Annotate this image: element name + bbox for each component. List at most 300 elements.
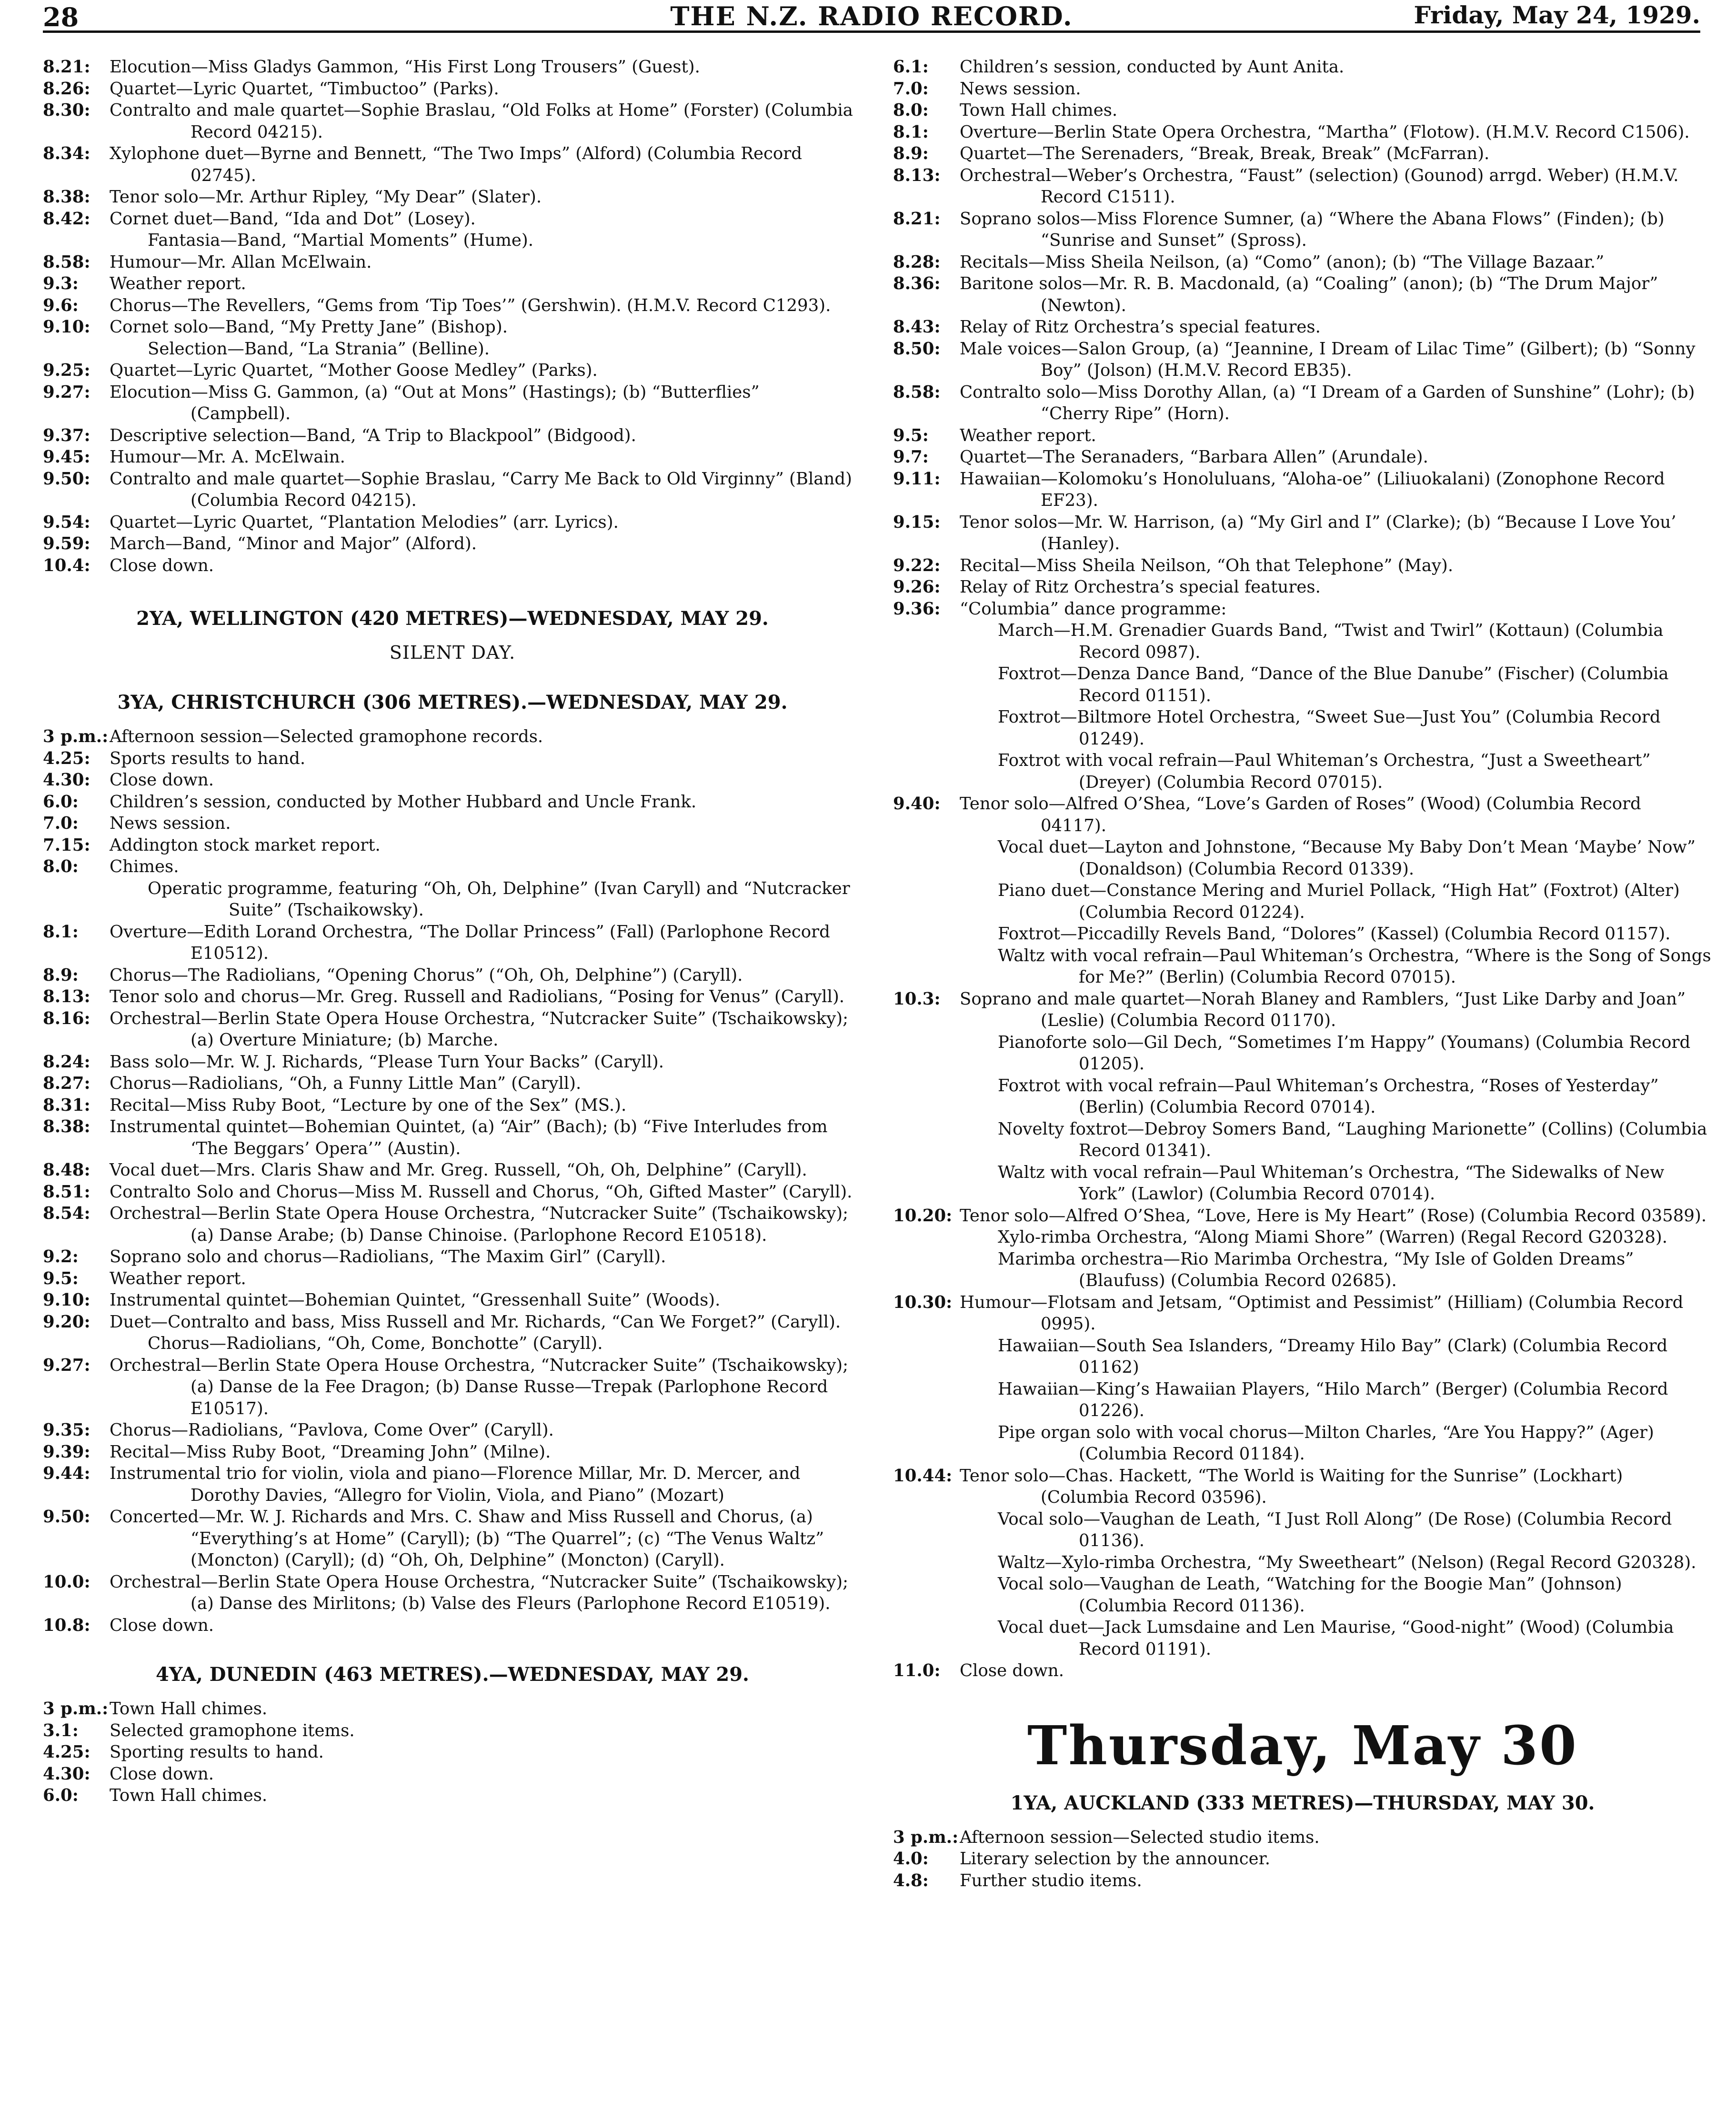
programme-time: 9.44: <box>43 1464 90 1483</box>
programme-text: Xylo-rimba Orchestra, “Along Miami Shore” (Warren) (Regal Record G20328). <box>998 1227 1668 1247</box>
programme-text: Recital—Miss Ruby Boot, “Lecture by one of the Sex” (MS.). <box>110 1095 627 1115</box>
programme-text: Sports results to hand. <box>110 748 306 768</box>
programme-time: 4.30: <box>43 770 90 790</box>
programme-text: Relay of Ritz Orchestra’s special features. <box>960 577 1321 597</box>
programme-entry <box>893 1827 1712 1849</box>
programme-time: 4.0: <box>893 1849 929 1869</box>
programme-time: 8.30: <box>43 101 90 120</box>
page-number: 28 <box>43 2 79 32</box>
programme-time: 4.30: <box>43 1764 90 1784</box>
programme-text: Close down. <box>110 1615 214 1635</box>
programme-entry <box>893 793 1712 836</box>
programme-entry <box>43 316 862 338</box>
programme-text: Children’s session, conducted by Mother Hubbard and Uncle Frank. <box>110 792 697 812</box>
programme-text: Contralto Solo and Chorus—Miss M. Russell and Chorus, “Oh, Gifted Master” (Caryll). <box>110 1182 853 1202</box>
programme-entry <box>893 1422 1712 1465</box>
programme-time: 8.51: <box>43 1182 90 1202</box>
programme-entry <box>893 273 1712 316</box>
programme-time: 8.34: <box>43 144 90 163</box>
programme-text: Contralto and male quartet—Sophie Braslau, “Carry Me Back to Old Virginny” (Bland) (Columbia Record 04215). <box>110 469 852 510</box>
programme-time: 9.50: <box>43 469 90 489</box>
programme-text: March—H.M. Grenadier Guards Band, “Twist and Twirl” (Kottaun) (Columbia Record 0987). <box>998 621 1664 662</box>
programme-text: Humour—Flotsam and Jetsam, “Optimist and Pessimist” (Hilliam) (Columbia Record 0995). <box>960 1292 1684 1334</box>
silent-day-note: SILENT DAY. <box>389 642 516 663</box>
programme-entry <box>43 726 862 748</box>
programme-entry <box>43 769 862 791</box>
programme-text: Tenor solo—Alfred O’Shea, “Love’s Garden of Roses” (Wood) (Columbia Record 04117). <box>960 794 1641 835</box>
programme-entry <box>43 533 862 555</box>
programme-time: 9.25: <box>43 361 90 380</box>
programme-entry <box>43 1441 862 1463</box>
programme-time: 8.38: <box>43 187 90 207</box>
programme-text: Cornet duet—Band, “Ida and Dot” (Losey). <box>110 209 476 229</box>
programme-entry <box>43 1073 862 1095</box>
programme-text: Waltz—Xylo-rimba Orchestra, “My Sweetheart” (Nelson) (Regal Record G20328). <box>998 1552 1696 1572</box>
programme-time: 9.7: <box>893 447 929 467</box>
right-column <box>893 56 1712 1891</box>
programme-text: Vocal duet—Mrs. Claris Shaw and Mr. Greg. Russell, “Oh, Oh, Delphine” (Caryll). <box>110 1160 807 1180</box>
programme-text: Chorus—Radiolians, “Oh, Come, Bonchotte” (Caryll). <box>148 1334 603 1353</box>
programme-time: 7.15: <box>43 835 90 855</box>
programme-time: 6.0: <box>43 1786 79 1805</box>
programme-time: 8.38: <box>43 1117 90 1136</box>
programme-time: 9.2: <box>43 1247 79 1267</box>
dateline: Friday, May 24, 1929. <box>1414 1 1700 29</box>
programme-text: Instrumental quintet—Bohemian Quintet, (a) “Air” (Bach); (b) “Five Interludes from ‘The Beggars’ Opera’” (Austin). <box>110 1117 828 1158</box>
programme-entry <box>893 1075 1712 1118</box>
programme-entry <box>893 56 1712 78</box>
programme-entry <box>43 878 862 921</box>
programme-time: 8.21: <box>43 57 90 77</box>
programme-entry <box>893 1292 1712 1335</box>
programme-entry <box>893 576 1712 598</box>
programme-entry <box>43 555 862 577</box>
programme-text: Vocal duet—Layton and Johnstone, “Because My Baby Don’t Mean ‘Maybe’ Now” (Donaldson) (Columbia Record 01339). <box>998 837 1696 879</box>
programme-text: Tenor solo—Mr. Arthur Ripley, “My Dear” (Slater). <box>110 187 542 207</box>
programme-time: 9.10: <box>43 317 90 337</box>
programme-text: Weather report. <box>960 425 1096 445</box>
programme-time: 10.0: <box>43 1572 90 1592</box>
programme-entry <box>893 620 1712 663</box>
programme-time: 9.36: <box>893 599 941 619</box>
programme-text: Recital—Miss Sheila Neilson, “Oh that Telephone” (May). <box>960 555 1454 575</box>
programme-time: 7.0: <box>893 79 929 99</box>
programme-entry <box>43 78 862 100</box>
programme-text: Orchestral—Berlin State Opera House Orchestra, “Nutcracker Suite” (Tschaikowsky); (a) Danse des Mirlitons; (b) Valse des Fleurs (Parlophone Record E10519). <box>110 1572 849 1613</box>
programme-entry <box>893 316 1712 338</box>
programme-text: Foxtrot—Piccadilly Revels Band, “Dolores” (Kassel) (Columbia Record 01157). <box>998 924 1671 944</box>
programme-entry <box>893 555 1712 577</box>
programme-time: 8.36: <box>893 274 941 293</box>
day-title: Thursday, May 30 <box>1027 1714 1578 1777</box>
programme-text: Close down. <box>110 770 214 790</box>
masthead: THE N.Z. RADIO RECORD. <box>670 1 1073 31</box>
programme-entry <box>43 1268 862 1290</box>
programme-time: 9.50: <box>43 1507 90 1527</box>
programme-entry <box>893 1162 1712 1205</box>
programme-text: Orchestral—Weber’s Orchestra, “Faust” (selection) (Gounod) arrgd. Weber) (H.M.V. Record C1511). <box>960 165 1679 207</box>
programme-entry <box>43 1355 862 1420</box>
programme-entry <box>893 468 1712 512</box>
programme-time: 8.24: <box>43 1052 90 1072</box>
programme-entry <box>893 1573 1712 1617</box>
programme-time: 8.31: <box>43 1095 90 1115</box>
programme-entry <box>43 748 862 770</box>
programme-entry <box>43 1571 862 1615</box>
programme-text: Close down. <box>960 1661 1064 1680</box>
programme-entry <box>893 208 1712 251</box>
programme-time: 9.3: <box>43 274 79 293</box>
programme-entry <box>43 791 862 813</box>
programme-text: Addington stock market report. <box>110 835 381 855</box>
programme-entry <box>43 1615 862 1637</box>
programme-time: 9.26: <box>893 577 941 597</box>
programme-entry <box>43 986 862 1008</box>
programme-text: Humour—Mr. A. McElwain. <box>110 447 345 467</box>
programme-entry <box>893 382 1712 425</box>
programme-entry <box>43 1159 862 1181</box>
programme-text: Operatic programme, featuring “Oh, Oh, Delphine” (Ivan Caryll) and “Nutcracker Suite” (Tschaikowsky). <box>148 878 850 920</box>
programme-entry <box>893 165 1712 208</box>
programme-entry <box>893 988 1712 1032</box>
programme-text: Elocution—Miss G. Gammon, (a) “Out at Mons” (Hastings); (b) “Butterflies” (Campbell). <box>110 382 760 423</box>
programme-entry <box>893 1870 1712 1892</box>
programme-entry <box>893 338 1712 382</box>
programme-text: Further studio items. <box>960 1870 1142 1890</box>
programme-text: Chorus—The Revellers, “Gems from ‘Tip Toes’” (Gershwin). (H.M.V. Record C1293). <box>110 295 831 315</box>
programme-text: Fantasia—Band, “Martial Moments” (Hume). <box>148 231 534 250</box>
programme-text: Male voices—Salon Group, (a) “Jeannine, I Dream of Lilac Time” (Gilbert); (b) “Sonny Boy” (Jolson) (H.M.V. Record EB35). <box>960 339 1696 380</box>
programme-time: 8.54: <box>43 1204 90 1223</box>
programme-entry <box>43 1463 862 1506</box>
programme-entry <box>43 446 862 468</box>
programme-entry <box>893 1226 1712 1248</box>
programme-time: 10.30: <box>893 1292 953 1312</box>
programme-time: 10.20: <box>893 1206 953 1226</box>
programme-time: 10.3: <box>893 989 941 1009</box>
programme-text: Foxtrot—Biltmore Hotel Orchestra, “Sweet Sue—Just You” (Columbia Record 01249). <box>998 707 1661 749</box>
programme-time: 6.1: <box>893 57 929 77</box>
programme-entry <box>43 512 862 533</box>
programme-text: Tenor solo—Alfred O’Shea, “Love, Here is My Heart” (Rose) (Columbia Record 03589). <box>960 1206 1707 1226</box>
programme-text: Literary selection by the announcer. <box>960 1849 1270 1869</box>
programme-entry <box>43 468 862 512</box>
programme-entry <box>893 143 1712 165</box>
programme-time: 9.54: <box>43 512 90 532</box>
programme-entry <box>893 78 1712 100</box>
programme-entry <box>893 1205 1712 1227</box>
programme-list-dunedin <box>43 1698 862 1807</box>
programme-time: 9.40: <box>893 794 941 814</box>
programme-entry <box>43 295 862 317</box>
programme-entry <box>43 965 862 986</box>
programme-time: 4.25: <box>43 1742 90 1762</box>
programme-time: 6.0: <box>43 792 79 812</box>
programme-time: 8.9: <box>43 965 79 985</box>
programme-text: Children’s session, conducted by Aunt Anita. <box>960 57 1345 77</box>
programme-entry <box>893 706 1712 750</box>
programme-entry <box>43 230 862 251</box>
programme-text: Hawaiian—South Sea Islanders, “Dreamy Hilo Bay” (Clark) (Columbia Record 01162) <box>998 1336 1668 1377</box>
programme-text: Tenor solos—Mr. W. Harrison, (a) “My Girl and I” (Clarke); (b) “Because I Love You’ (Hanley). <box>960 512 1676 553</box>
programme-entry <box>43 1203 862 1246</box>
programme-time: 10.4: <box>43 555 90 575</box>
programme-text: Descriptive selection—Band, “A Trip to Blackpool” (Bidgood). <box>110 425 636 445</box>
programme-time: 9.22: <box>893 555 941 575</box>
programme-entry <box>43 1763 862 1785</box>
programme-text: Tenor solo and chorus—Mr. Greg. Russell and Radiolians, “Posing for Venus” (Caryll). <box>110 987 845 1006</box>
programme-time: 3.1: <box>43 1720 79 1740</box>
programme-time: 4.8: <box>893 1870 929 1890</box>
programme-entry <box>893 1508 1712 1552</box>
programme-time: 9.27: <box>43 1355 90 1375</box>
station-heading-dunedin: 4YA, DUNEDIN (463 METRES).—WEDNESDAY, MAY 29. <box>156 1663 749 1686</box>
programme-text: Cornet solo—Band, “My Pretty Jane” (Bishop). <box>110 317 508 337</box>
programme-list-continued <box>43 56 862 576</box>
programme-entry <box>893 1617 1712 1660</box>
programme-entry <box>43 360 862 382</box>
programme-entry <box>893 1465 1712 1508</box>
programme-time: 9.5: <box>893 425 929 445</box>
page-header <box>43 0 1700 33</box>
programme-text: Tenor solo—Chas. Hackett, “The World is Waiting for the Sunrise” (Lockhart) (Columbia Record 03596). <box>960 1466 1623 1507</box>
programme-time: 8.9: <box>893 144 929 163</box>
programme-entry <box>43 1785 862 1807</box>
programme-text: Vocal solo—Vaughan de Leath, “Watching for the Boogie Man” (Johnson) (Columbia Record 01136). <box>998 1574 1622 1616</box>
programme-text: Selected gramophone items. <box>110 1720 355 1740</box>
programme-entry <box>893 1335 1712 1378</box>
programme-time: 9.10: <box>43 1290 90 1310</box>
programme-entry <box>43 856 862 878</box>
programme-text: Waltz with vocal refrain—Paul Whiteman’s Orchestra, “The Sidewalks of New York” (Lawlor) (Columbia Record 07014). <box>998 1162 1665 1204</box>
programme-text: News session. <box>110 814 231 833</box>
programme-text: Chorus—Radiolians, “Oh, a Funny Little Man” (Caryll). <box>110 1074 582 1093</box>
station-heading-wellington: 2YA, WELLINGTON (420 METRES)—WEDNESDAY, MAY 29. <box>136 607 769 630</box>
programme-entry <box>43 1051 862 1073</box>
programme-text: Hawaiian—King’s Hawaiian Players, “Hilo March” (Berger) (Columbia Record 01226). <box>998 1379 1668 1420</box>
programme-time: 10.44: <box>893 1466 953 1486</box>
programme-entry <box>43 813 862 834</box>
programme-text: Humour—Mr. Allan McElwain. <box>110 252 372 272</box>
programme-text: Soprano solos—Miss Florence Sumner, (a) “Where the Abana Flows” (Finden); (b) “Sunrise and Sunset” (Spross). <box>960 209 1665 250</box>
programme-text: Vocal duet—Jack Lumsdaine and Len Maurise, “Good-night” (Wood) (Columbia Record 01191). <box>998 1618 1674 1659</box>
programme-text: Town Hall chimes. <box>110 1699 268 1719</box>
programme-time: 8.21: <box>893 209 941 229</box>
programme-entry <box>893 880 1712 923</box>
programme-text: Quartet—The Serenaders, “Break, Break, Break” (McFarran). <box>960 144 1490 163</box>
programme-time: 9.20: <box>43 1312 90 1332</box>
programme-time: 3 p.m.: <box>43 1699 109 1719</box>
programme-entry <box>893 945 1712 988</box>
programme-time: 8.0: <box>893 101 929 120</box>
programme-time: 11.0: <box>893 1661 941 1680</box>
programme-time: 8.58: <box>893 382 941 402</box>
programme-text: Instrumental trio for violin, viola and piano—Florence Millar, Mr. D. Mercer, and Dorothy Davies, “Allegro for Violin, Viola, and Piano” (Mozart) <box>110 1464 801 1505</box>
programme-text: Foxtrot with vocal refrain—Paul Whiteman’s Orchestra, “Roses of Yesterday” (Berlin) (Columbia Record 07014). <box>998 1076 1659 1117</box>
programme-entry <box>43 425 862 447</box>
programme-entry <box>893 446 1712 468</box>
programme-time: 8.27: <box>43 1074 90 1093</box>
programme-entry <box>43 1419 862 1441</box>
programme-entry <box>893 750 1712 793</box>
programme-time: 9.35: <box>43 1420 90 1440</box>
programme-text: News session. <box>960 79 1081 99</box>
programme-text: Chorus—Radiolians, “Pavlova, Come Over” (Caryll). <box>110 1420 554 1440</box>
programme-entry <box>43 1311 862 1333</box>
programme-time: 9.39: <box>43 1442 90 1462</box>
programme-entry <box>43 834 862 856</box>
programme-entry <box>893 100 1712 121</box>
programme-time: 8.13: <box>893 165 941 185</box>
programme-text: Foxtrot—Denza Dance Band, “Dance of the Blue Danube” (Fischer) (Columbia Record 01151). <box>998 664 1669 705</box>
programme-time: 8.26: <box>43 79 90 99</box>
station-heading-christchurch: 3YA, CHRISTCHURCH (306 METRES).—WEDNESDAY, MAY 29. <box>117 691 788 714</box>
programme-entry <box>893 121 1712 143</box>
programme-time: 8.13: <box>43 987 90 1006</box>
left-column <box>43 56 862 1807</box>
programme-entry <box>893 598 1712 620</box>
programme-text: Orchestral—Berlin State Opera House Orchestra, “Nutcracker Suite” (Tschaikowsky); (a) Danse Arabe; (b) Danse Chinoise. (Parlophone Record E10518). <box>110 1204 849 1245</box>
programme-time: 8.28: <box>893 252 941 272</box>
programme-text: Orchestral—Berlin State Opera House Orchestra, “Nutcracker Suite” (Tschaikowsky); (a) Danse de la Fee Dragon; (b) Danse Russe—Trepak (Parlophone Record E10517). <box>110 1355 849 1418</box>
programme-text: Baritone solos—Mr. R. B. Macdonald, (a) “Coaling” (anon); (b) “The Drum Major” (Newton). <box>960 274 1658 315</box>
programme-text: Overture—Berlin State Opera Orchestra, “Martha” (Flotow). (H.M.V. Record C1506). <box>960 122 1690 142</box>
programme-text: Quartet—Lyric Quartet, “Plantation Melodies” (arr. Lyrics). <box>110 512 619 532</box>
programme-text: Pianoforte solo—Gil Dech, “Sometimes I’m Happy” (Youmans) (Columbia Record 01205). <box>998 1032 1691 1074</box>
programme-entry <box>43 382 862 425</box>
programme-time: 8.16: <box>43 1008 90 1028</box>
programme-entry <box>43 1095 862 1116</box>
programme-list-dunedin-evening <box>893 56 1712 1682</box>
programme-entry <box>43 100 862 143</box>
station-heading-auckland: 1YA, AUCKLAND (333 METRES)—THURSDAY, MAY 30. <box>1010 1791 1595 1814</box>
programme-entry <box>43 1116 862 1159</box>
programme-time: 8.50: <box>893 339 941 359</box>
programme-entry <box>43 1246 862 1268</box>
programme-time: 9.15: <box>893 512 941 532</box>
programme-text: Novelty foxtrot—Debroy Somers Band, “Laughing Marionette” (Collins) (Columbia Record 01341). <box>998 1119 1707 1160</box>
programme-text: Quartet—The Seranaders, “Barbara Allen” (Arundale). <box>960 447 1428 467</box>
programme-text: Afternoon session—Selected gramophone records. <box>110 727 543 746</box>
programme-entry <box>893 1248 1712 1292</box>
programme-time: 8.1: <box>893 122 929 142</box>
programme-time: 8.58: <box>43 252 90 272</box>
programme-text: Duet—Contralto and bass, Miss Russell and Mr. Richards, “Can We Forget?” (Caryll). <box>110 1312 841 1332</box>
programme-text: Recital—Miss Ruby Boot, “Dreaming John” (Milne). <box>110 1442 551 1462</box>
programme-text: March—Band, “Minor and Major” (Alford). <box>110 534 477 553</box>
programme-entry <box>43 921 862 965</box>
programme-entry <box>43 1181 862 1203</box>
programme-text: Elocution—Miss Gladys Gammon, “His First Long Trousers” (Guest). <box>110 57 700 77</box>
programme-time: 4.25: <box>43 748 90 768</box>
programme-text: Town Hall chimes. <box>110 1786 268 1805</box>
programme-entry <box>893 1118 1712 1162</box>
programme-time: 9.27: <box>43 382 90 402</box>
programme-time: 10.8: <box>43 1615 90 1635</box>
programme-text: Recitals—Miss Sheila Neilson, (a) “Como” (anon); (b) “The Village Bazaar.” <box>960 252 1605 272</box>
programme-entry <box>43 1506 862 1571</box>
programme-entry <box>893 425 1712 447</box>
programme-entry <box>43 56 862 78</box>
programme-entry <box>43 186 862 208</box>
programme-entry <box>43 1289 862 1311</box>
programme-text: Quartet—Lyric Quartet, “Timbuctoo” (Parks). <box>110 79 499 99</box>
programme-entry <box>893 663 1712 706</box>
programme-time: 9.45: <box>43 447 90 467</box>
programme-entry <box>43 208 862 230</box>
programme-entry <box>43 1698 862 1720</box>
programme-time: 8.42: <box>43 209 90 229</box>
programme-entry <box>43 1741 862 1763</box>
programme-text: Concerted—Mr. W. J. Richards and Mrs. C. Shaw and Miss Russell and Chorus, (a) “Everything’s at Home” (Caryll); (b) “The Quarrel”; (c) “The Venus Waltz” (Moncton) (Caryll); (d) “Oh, Oh, Delphine” (Moncton) (Caryll). <box>110 1507 824 1570</box>
programme-time: 9.59: <box>43 534 90 553</box>
programme-entry <box>893 836 1712 880</box>
programme-time: 7.0: <box>43 814 79 833</box>
programme-text: Soprano and male quartet—Norah Blaney and Ramblers, “Just Like Darby and Joan” (Leslie) (Columbia Record 01170). <box>960 989 1686 1030</box>
programme-time: 8.0: <box>43 857 79 876</box>
programme-time: 9.37: <box>43 425 90 445</box>
programme-time: 3 p.m.: <box>893 1827 959 1847</box>
programme-text: Town Hall chimes. <box>960 101 1118 120</box>
programme-text: Weather report. <box>110 274 246 293</box>
programme-text: Contralto solo—Miss Dorothy Allan, (a) “I Dream of a Garden of Sunshine” (Lohr); (b) “Cherry Ripe” (Horn). <box>960 382 1695 423</box>
programme-entry <box>893 512 1712 555</box>
programme-text: Xylophone duet—Byrne and Bennett, “The Two Imps” (Alford) (Columbia Record 02745). <box>110 144 802 185</box>
programme-list-christchurch <box>43 726 862 1636</box>
programme-text: “Columbia” dance programme: <box>960 599 1227 619</box>
programme-text: Weather report. <box>110 1268 246 1288</box>
programme-entry <box>893 1378 1712 1422</box>
programme-text: Marimba orchestra—Rio Marimba Orchestra, “My Isle of Golden Dreams” (Blaufuss) (Columbia Record 02685). <box>998 1249 1634 1290</box>
programme-text: Close down. <box>110 555 214 575</box>
programme-text: Vocal solo—Vaughan de Leath, “I Just Roll Along” (De Rose) (Columbia Record 01136). <box>998 1509 1672 1550</box>
programme-time: 8.1: <box>43 922 79 942</box>
programme-text: Hawaiian—Kolomoku’s Honoluluans, “Aloha-oe” (Liliuokalani) (Zonophone Record EF23). <box>960 469 1665 510</box>
programme-entry <box>43 143 862 186</box>
programme-text: Sporting results to hand. <box>110 1742 324 1762</box>
programme-text: Bass solo—Mr. W. J. Richards, “Please Turn Your Backs” (Caryll). <box>110 1052 664 1072</box>
programme-text: Chimes. <box>110 857 179 876</box>
programme-list-auckland <box>893 1827 1712 1892</box>
programme-text: Foxtrot with vocal refrain—Paul Whiteman’s Orchestra, “Just a Sweetheart” (Dreyer) (Columbia Record 07015). <box>998 751 1651 792</box>
programme-entry <box>893 1032 1712 1075</box>
programme-time: 9.5: <box>43 1268 79 1288</box>
programme-entry <box>893 1848 1712 1870</box>
programme-time: 8.43: <box>893 317 941 337</box>
programme-entry <box>893 1660 1712 1682</box>
programme-text: Chorus—The Radiolians, “Opening Chorus” (“Oh, Oh, Delphine”) (Caryll). <box>110 965 743 985</box>
programme-text: Orchestral—Berlin State Opera House Orchestra, “Nutcracker Suite” (Tschaikowsky); (a) Overture Miniature; (b) Marche. <box>110 1008 849 1050</box>
programme-entry <box>43 338 862 360</box>
programme-entry <box>43 1008 862 1051</box>
programme-text: Waltz with vocal refrain—Paul Whiteman’s Orchestra, “Where is the Song of Songs for Me?” (Berlin) (Columbia Record 07015). <box>998 945 1711 987</box>
programme-entry <box>893 251 1712 273</box>
programme-text: Piano duet—Constance Mering and Muriel Pollack, “High Hat” (Foxtrot) (Alter) (Columbia Record 01224). <box>998 881 1680 922</box>
programme-text: Relay of Ritz Orchestra’s special features. <box>960 317 1321 337</box>
programme-text: Soprano solo and chorus—Radiolians, “The Maxim Girl” (Caryll). <box>110 1247 666 1267</box>
programme-entry <box>43 1333 862 1355</box>
programme-time: 3 p.m.: <box>43 727 109 746</box>
programme-text: Selection—Band, “La Strania” (Belline). <box>148 339 490 359</box>
programme-text: Overture—Edith Lorand Orchestra, “The Dollar Princess” (Fall) (Parlophone Record E10512). <box>110 922 830 963</box>
programme-time: 9.11: <box>893 469 941 489</box>
programme-time: 9.6: <box>43 295 79 315</box>
programme-time: 8.48: <box>43 1160 90 1180</box>
programme-entry <box>43 251 862 273</box>
programme-text: Close down. <box>110 1764 214 1784</box>
programme-entry <box>893 1552 1712 1574</box>
programme-text: Quartet—Lyric Quartet, “Mother Goose Medley” (Parks). <box>110 361 598 380</box>
